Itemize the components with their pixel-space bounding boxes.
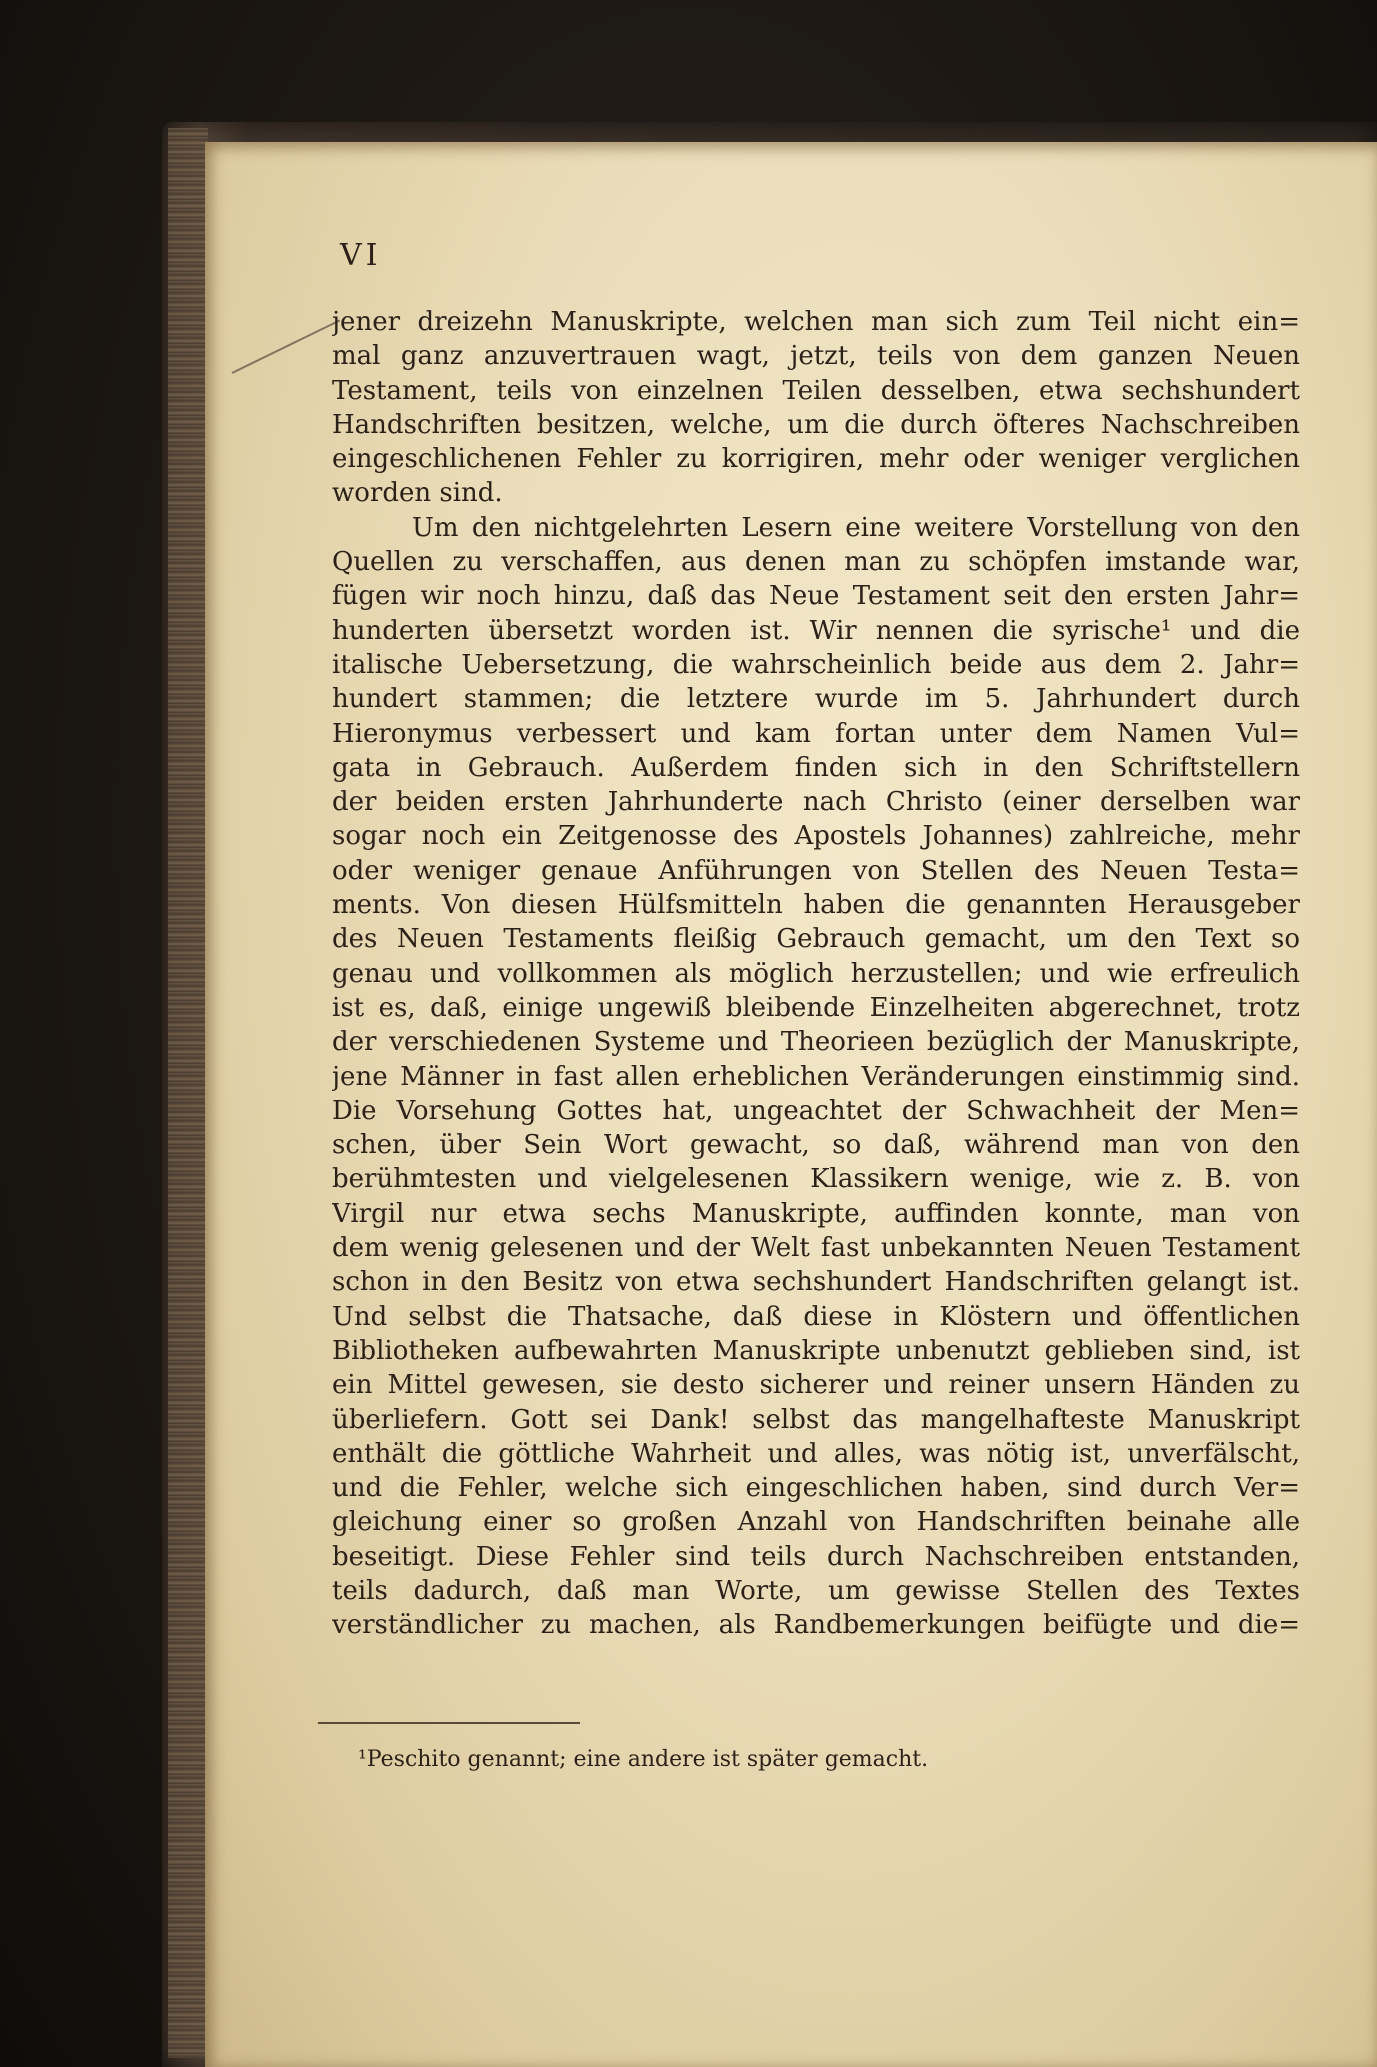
text-line: Bibliotheken aufbewahrten Manuskripte unbenutzt geblieben sind, ist (332, 1335, 1300, 1366)
text-line: italische Uebersetzung, die wahrscheinlich beide aus dem 2. Jahr= (332, 649, 1300, 680)
text-line: mal ganz anzuvertrauen wagt, jetzt, teils von dem ganzen Neuen (332, 341, 1300, 372)
text-line: beseitigt. Diese Fehler sind teils durch Nachschreiben entstanden, (332, 1541, 1300, 1572)
text-line: verständlicher zu machen, als Randbemerkungen beifügte und die= (332, 1610, 1300, 1641)
text-line: berühmtesten und vielgelesenen Klassikern wenige, wie z. B. von (332, 1164, 1300, 1195)
footnote: ¹Peschito genannt; eine andere ist später gemacht. (358, 1747, 929, 1772)
text-line: genau und vollkommen als möglich herzustellen; und wie erfreulich (332, 958, 1300, 989)
text-line: ments. Von diesen Hülfsmitteln haben die genannten Herausgeber (332, 890, 1300, 921)
text-line: Die Vorsehung Gottes hat, ungeachtet der Schwachheit der Men= (332, 1095, 1300, 1126)
text-line: Um den nichtgelehrten Lesern eine weitere Vorstellung von den (412, 512, 1300, 543)
text-line: Handschriften besitzen, welche, um die durch öfteres Nachschreiben (332, 409, 1300, 440)
text-line: jener dreizehn Manuskripte, welchen man sich zum Teil nicht ein= (332, 307, 1300, 337)
text-line: der beiden ersten Jahrhunderte nach Christo (einer derselben war (332, 787, 1300, 818)
text-line: worden sind. (332, 478, 503, 509)
book-spine-edge (168, 128, 208, 2058)
text-line: hunderten übersetzt worden ist. Wir nennen die syrische¹ und die (332, 615, 1300, 646)
text-line: dem wenig gelesenen und der Welt fast unbekannten Neuen Testament (332, 1233, 1300, 1264)
text-line: schen, über Sein Wort gewacht, so daß, während man von den (332, 1130, 1300, 1161)
text-line: Testament, teils von einzelnen Teilen desselben, etwa sechshundert (332, 375, 1300, 406)
text-line: gleichung einer so großen Anzahl von Handschriften beinahe alle (332, 1507, 1300, 1538)
text-line: Quellen zu verschaffen, aus denen man zu schöpfen imstande war, (332, 547, 1300, 578)
body-text (332, 305, 1300, 1643)
footnote-rule (318, 1722, 580, 1724)
text-line: gata in Gebrauch. Außerdem finden sich in den Schriftstellern (332, 752, 1300, 783)
text-line: und die Fehler, welche sich eingeschlichen haben, sind durch Ver= (332, 1473, 1300, 1504)
text-line: überliefern. Gott sei Dank! selbst das mangelhafteste Manuskript (332, 1404, 1300, 1435)
text-line: enthält die göttliche Wahrheit und alles, was nötig ist, unverfälscht, (332, 1438, 1300, 1469)
text-line: schon in den Besitz von etwa sechshundert Handschriften gelangt ist. (332, 1267, 1300, 1298)
text-line: eingeschlichenen Fehler zu korrigiren, mehr oder weniger verglichen (332, 444, 1300, 475)
text-line: der verschiedenen Systeme und Theorieen bezüglich der Manuskripte, (332, 1027, 1300, 1058)
text-line: oder weniger genaue Anführungen von Stellen des Neuen Testa= (332, 855, 1300, 886)
text-line: ist es, daß, einige ungewiß bleibende Einzelheiten abgerechnet, trotz (332, 992, 1300, 1023)
text-line: fügen wir noch hinzu, daß das Neue Testament seit den ersten Jahr= (332, 581, 1300, 612)
text-line: Hieronymus verbessert und kam fortan unter dem Namen Vul= (332, 718, 1300, 749)
text-line: hundert stammen; die letztere wurde im 5. Jahrhundert durch (332, 684, 1300, 715)
text-line: teils dadurch, daß man Worte, um gewisse Stellen des Textes (332, 1575, 1300, 1606)
text-line: Virgil nur etwa sechs Manuskripte, auffinden konnte, man von (332, 1198, 1300, 1229)
text-line: des Neuen Testaments fleißig Gebrauch gemacht, um den Text so (332, 924, 1300, 955)
page-number: VI (340, 238, 382, 273)
text-line: Und selbst die Thatsache, daß diese in Klöstern und öffentlichen (332, 1301, 1300, 1332)
text-line: ein Mittel gewesen, sie desto sicherer und reiner unsern Händen zu (332, 1370, 1300, 1401)
text-line: jene Männer in fast allen erheblichen Veränderungen einstimmig sind. (332, 1061, 1300, 1092)
text-line: sogar noch ein Zeitgenosse des Apostels Johannes) zahlreiche, mehr (332, 821, 1300, 852)
